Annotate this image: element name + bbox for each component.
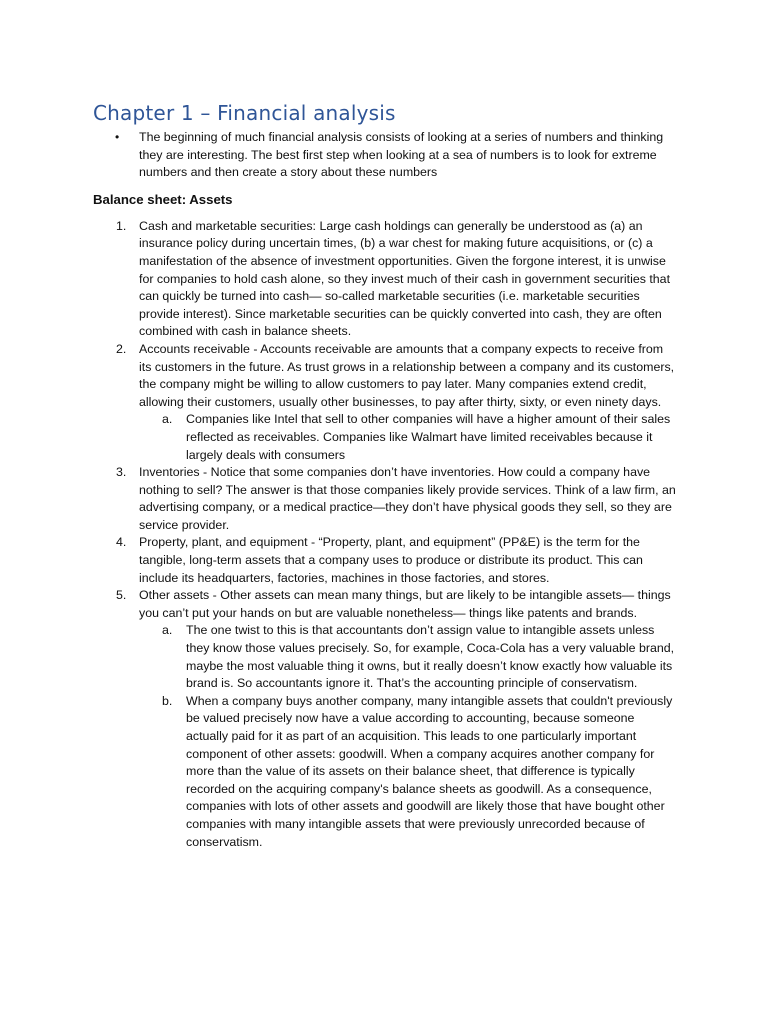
- item-text: Other assets - Other assets can mean many things, but are likely to be intangible assets— things you can’t put your hands on but are valuable nonetheless— things like patents and brands.: [139, 588, 671, 620]
- item-number: 5.: [116, 588, 127, 603]
- sub-item-letter: a.: [162, 623, 173, 638]
- intro-bullet-text: The beginning of much financial analysis consists of looking at a series of numbers and thinking they are interesting. The best first step when looking at a sea of numbers is to look for extreme numbers and then create a story about these numbers: [139, 130, 664, 180]
- sub-item-text: The one twist to this is that accountants don’t assign value to intangible assets unless they know those values precisely. So, for example, Coca-Cola has a very valuable brand, maybe the most valuable thing it owns, but it really doesn’t know exactly how valuable its brand is. So accountants ignore it. That’s the accounting principle of conservatism.: [186, 623, 675, 691]
- item-number: 4.: [116, 535, 127, 550]
- item-text: Property, plant, and equipment - “Property, plant, and equipment” (PP&E) is the term for the tangible, long-term assets that a company uses to produce or distribute its product. This can include its headquarters, factories, machines in those factories, and stores.: [139, 535, 643, 585]
- item-text: Cash and marketable securities: Large cash holdings can generally be understood as (a) an insurance policy during uncertain times, (b) a war chest for making future acquisitions, or (c) a manifestation of the absence of investment opportunities. Given the forgone interest, it is unwise for companies to hold cash alone, so they invest much of their cash in government securities that can quickly be turned into cash— so-called marketable securities (i.e. marketable securities provide interest). Since marketable securities can be quickly converted into cash, they are often combined with cash in balance sheets.: [139, 218, 671, 339]
- assets-list: [93, 218, 678, 851]
- list-item-ppe: [93, 534, 678, 587]
- sub-item-text: Companies like Intel that sell to other companies will have a higher amount of their sales reflected as receivables. Companies like Walmart have limited receivables because it largely deals with consumers: [186, 412, 671, 462]
- sub-item-text: When a company buys another company, many intangible assets that couldn't previously be valued precisely now have a value according to accounting, because someone actually paid for it as part of an acquisition. This leads to one particularly important component of other assets: goodwill. When a company acquires another company for more than the value of its assets on their balance sheet, that difference is typically recorded on the acquiring company's balance sheets as goodwill. As a consequence, companies with lots of other assets and goodwill are likely those that have bought other companies with many intangible assets that were previously unrecorded because of conservatism.: [186, 693, 673, 849]
- sub-list: [139, 622, 678, 851]
- list-item-receivables: [93, 341, 678, 464]
- list-item-inventories: [93, 464, 678, 534]
- sub-item: [139, 693, 678, 851]
- item-text: Inventories - Notice that some companies don’t have inventories. How could a company have nothing to sell? The answer is that those companies likely provide services. Think of a law firm, an advertising company, or a medical practice—they don’t have physical goods they sell, so they are service provider.: [139, 465, 676, 532]
- sub-item-letter: a.: [162, 412, 173, 427]
- list-item-cash: [93, 218, 678, 341]
- document-content: [93, 100, 678, 851]
- sub-item: [139, 411, 678, 464]
- item-number: 1.: [116, 218, 127, 233]
- chapter-title: Chapter 1 – Financial analysis: [93, 101, 396, 125]
- sub-item: [139, 622, 678, 692]
- sub-list: [139, 411, 678, 464]
- sub-item-letter: b.: [162, 693, 173, 708]
- item-number: 3.: [116, 465, 127, 480]
- item-text: Accounts receivable - Accounts receivable are amounts that a company expects to receive from its customers in the future. As trust grows in a relationship between a company and its customers, the company might be willing to allow customers to pay later. Many companies extend credit, allowing their customers, usually other businesses, to pay after thirty, sixty, or even ninety days.: [139, 341, 675, 409]
- section-heading: Balance sheet: Assets: [93, 191, 233, 207]
- bullet-icon: •: [115, 130, 120, 144]
- list-item-other-assets: [93, 587, 678, 851]
- item-number: 2.: [116, 341, 127, 356]
- intro-bullet: [93, 129, 678, 182]
